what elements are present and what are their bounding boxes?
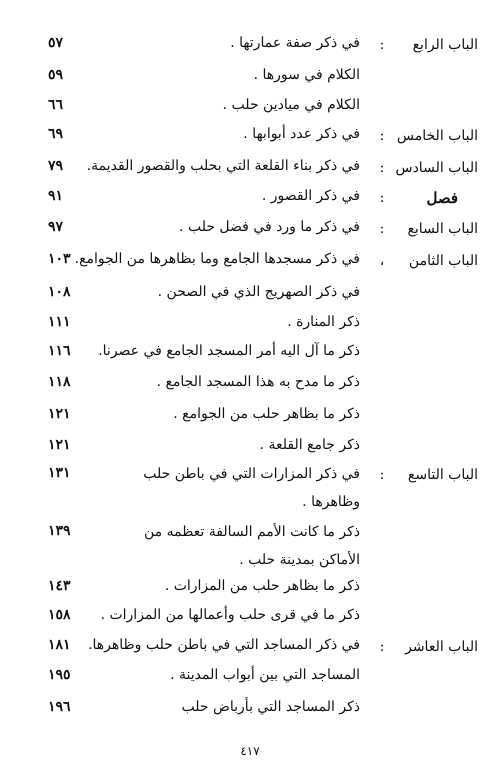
page-number-ref: ١٣٩ [48,523,71,539]
entry-title: الكلام في سورها . [253,67,360,83]
chapter-label: الباب التاسع [407,467,478,483]
toc-entry [0,277,500,311]
chapter-label: فصل [426,189,458,207]
page-number-ref: ٩١ [48,188,64,204]
page-number-ref: ١٢١ [48,437,71,453]
entry-title: الكلام في ميادين حلب . [222,97,360,113]
separator: : [379,37,385,53]
separator: : [379,221,385,237]
entry-title: ذكر ما آل اليه أمر المسجد الجامع في عصرنا. [98,343,360,359]
separator: : [379,190,385,206]
toc-entry [0,692,500,726]
toc-entry [0,660,500,694]
entry-title: ذكر المساجد التي بأرباض حلب [181,699,360,715]
page-number-ref: ١٩٦ [48,699,71,715]
separator: : [379,639,385,655]
chapter-label: الباب الخامس [396,128,478,144]
toc-entry [0,60,500,94]
toc-entry [0,28,500,62]
page-number-ref: ٦٦ [48,97,64,113]
toc-entry [0,151,500,185]
page-number-ref: ٥٧ [48,35,64,51]
page-number-ref: ١١٨ [48,374,71,390]
chapter-label: الباب الثامن [408,253,478,269]
separator: ، [379,253,385,269]
chapter-label: الباب السادس [395,160,478,176]
page-number-ref: ١٠٣ [48,251,71,267]
toc-entry [0,181,500,215]
page-number-ref: ١٥٨ [48,607,71,623]
entry-title: في ذكر المزارات التي في باطن حلب وظاهرها . [143,466,360,510]
entry-title: في ذكر بناء القلعة التي بحلب والقصور القديمة. [86,158,360,174]
separator: : [379,160,385,176]
entry-title: ذكر ما مدح به هذا المسجد الجامع . [156,374,360,390]
entry-title: المساجد التي بين أبواب المدينة . [170,667,360,683]
toc-entry [0,244,500,278]
toc-entry [0,600,500,634]
page-number-ref: ١٤٣ [48,578,71,594]
toc-entry [0,367,500,401]
separator: : [379,128,385,144]
page-number-ref: ١١١ [48,314,71,330]
page-number-ref: ١٨١ [48,637,71,653]
page-number: ٤١٧ [240,744,260,758]
entry-title: في ذكر مسجدها الجامع وما بظاهرها من الجوامع. [74,251,360,267]
entry-title: ذكر المنارة . [287,314,360,330]
chapter-label: الباب الرابع [412,37,478,53]
page-number-ref: ٦٩ [48,126,64,142]
page-number-ref: ٧٩ [48,158,64,174]
entry-title: ذكر ما في قرى حلب وأعمالها من المزارات . [100,607,360,623]
entry-title: في ذكر عدد أبوابها . [243,126,360,142]
entry-title: ذكر ما بظاهر حلب من الجوامع . [173,406,360,422]
entry-title: في ذكر ما ورد في فضل حلب . [179,219,360,235]
page-number-ref: ٩٧ [48,219,64,235]
page-number-ref: ١٠٨ [48,284,71,300]
chapter-label: الباب العاشر [405,639,478,655]
toc-entry [0,458,500,516]
page-number-ref: ١١٦ [48,343,71,359]
page-number-ref: ٥٩ [48,67,64,83]
entry-title: ذكر ما كانت الأمم السالفة تعظمه من الأماكن بمدينة حلب . [143,524,360,568]
entry-title: في ذكر الصهريج الذي في الصحن . [157,284,360,300]
entry-title: ذكر ما بظاهر حلب من المزارات . [164,578,360,594]
toc-entry [0,630,500,664]
chapter-label: الباب السابع [407,221,478,237]
page-number-ref: ١٢١ [48,406,71,422]
page-number-ref: ١٣١ [48,465,71,481]
toc-entry [0,516,500,574]
entry-title: في ذكر القصور . [261,188,360,204]
entry-title: في ذكر المساجد التي في باطن حلب وظاهرها. [88,637,360,653]
toc-entry [0,212,500,246]
toc-entry [0,399,500,433]
entry-title: في ذكر صفة عمارتها . [230,35,360,51]
toc-entry [0,336,500,370]
toc-entry [0,119,500,153]
page-number-ref: ١٩٥ [48,667,71,683]
separator: : [379,467,385,483]
entry-title: ذكر جامع القلعة . [259,437,360,453]
